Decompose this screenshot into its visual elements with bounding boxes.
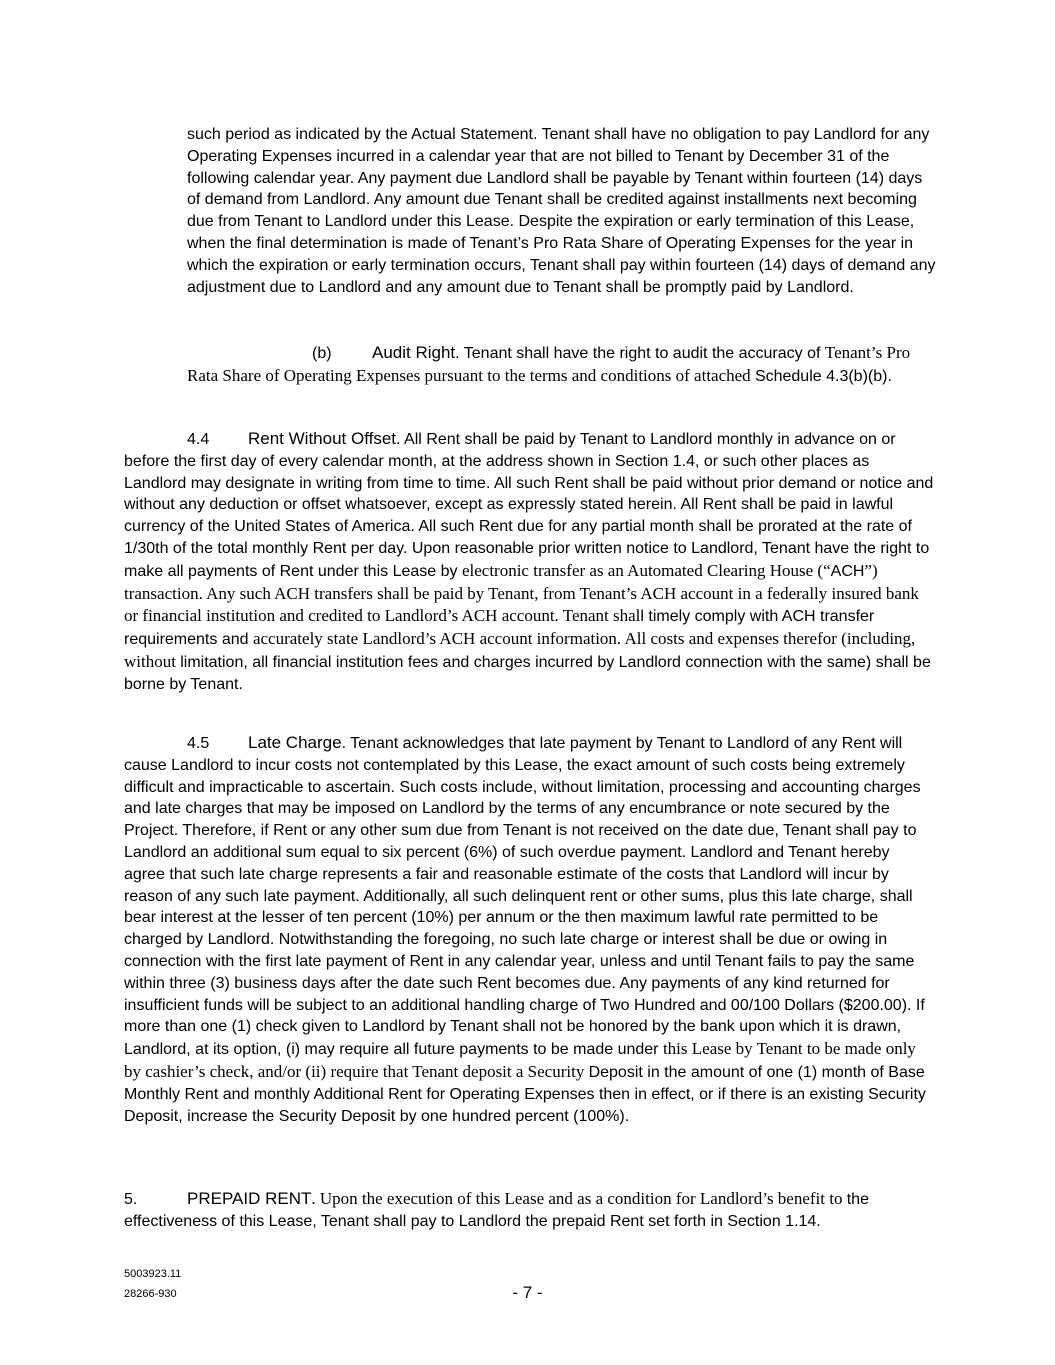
audit-right-label: (b): [312, 345, 332, 362]
section-4-5-text-serif: this Lease by Tenant to be made only by cashier’s check, and/or (ii) require that Tenant deposit a Security: [124, 1039, 916, 1081]
section-4-4-ach-text: ”) transaction. Any such ACH transfers shall be paid by Tenant, from Tenant’s ACH account in a federally insured bank or financial institution and credited to Landlord’s ACH account. Tenant shal: [124, 560, 919, 626]
section-5-number: 5.: [124, 1191, 138, 1208]
section-4-5-text-end: Deposit in the amount of one (1) month of Base Monthly Rent and monthly Additional Rent for Operating Expenses then in effect, or if there is an existing Security Deposit, increase the Security Deposit by one hundred percent (100%).: [124, 1063, 926, 1125]
section-4-5-heading: Late Charge: [248, 733, 342, 752]
section-4-4-text: . All Rent shall be paid by Tenant to Landlord monthly in advance on or before the first day of every calendar month, at the address shown in Section 1.4, or such other places as Landlord may designate in writing from time to time. All such Rent shall be paid without prior demand or notice and without any deduction or offset whatsoever, except as expressly stated herein. All Rent shall be paid in lawful currency of the United States of America. All such Rent due for any partial month shall be prorated at the rate of 1/30th of the total monthly Rent per day. Upon reasonable prior written notice to Landlord, Tenant have the right to make all payments of Rent under this Lease by: [124, 431, 934, 580]
section-4-4-ach-comply: l timely comply with ACH transfer requirements and: [124, 608, 875, 649]
footer-doc-id: 5003923.11: [124, 1268, 182, 1280]
section-4-4-paragraph: [124, 428, 934, 696]
section-5-text-serif: . Upon the execution of this Lease and as a condition for Landlord’s benefit to: [311, 1189, 847, 1208]
section-4-5-text: . Tenant acknowledges that late payment by Tenant to Landlord of any Rent will cause Landlord to incur costs not contemplated by this Lease, the exact amount of such costs being extremely difficult and impracticable to ascertain. Such costs include, without limitation, processing and accounting charges and late charges that may be imposed on Landlord by the terms of any encumbrance or note secured by the Project. Therefore, if Rent or any other sum due from Tenant is not received on the date due, Tenant shall pay to Landlord an additional sum equal to six percent (6%) of such overdue payment. Landlord and Tenant hereby agree that such late charge represents a fair and reasonable estimate of the costs that Landlord will incur by reason of any such late payment. Additionally, all such delinquent rent or other sums, plus this late charge, shall bear interest at the lesser of ten percent (10%) per annum or the then maximum lawful rate permitted to be charged by Landlord. Notwithstanding the foregoing, no such late charge or interest shall be due or owing in connection with the first late payment of Rent in any calendar year, unless and until Tenant fails to pay the same within three (3) business days after the date such Rent becomes due. Any payments of any kind returned for insufficient funds will be subject to an additional handling charge of Two Hundred and 00/100 Dollars ($200.00). If more than one (1) check given to Landlord by Tenant shall not be honored by the bank upon which it is drawn, Landlord, at its option, (i) may require all future payments to be made under: [124, 735, 925, 1059]
section-5-paragraph: [124, 1188, 934, 1233]
section-4-5-number: 4.5: [187, 735, 210, 752]
section-5-text: the effectiveness of this Lease, Tenant shall pay to Landlord the prepaid Rent set forth in Section 1.14.: [124, 1191, 869, 1230]
audit-right-text-serif: Tenant’s Pro Rata Share of Operating Expenses pursuant to the terms and conditions of attached: [187, 343, 911, 385]
operating-expenses-continuation: such period as indicated by the Actual Statement. Tenant shall have no obligation to pay Landlord for any Operating Expenses incurred in a calendar year that are not billed to Tenant by December 31 of the following calendar year. Any payment due Landlord shall be payable by Tenant within fourteen (14) days of demand from Landlord. Any amount due Tenant shall be credited against installments next becoming due from Tenant to Landlord under this Lease. Despite the expiration or early termination of this Lease, when the final determination is made of Tenant’s Pro Rata Share of Operating Expenses for the year in which the expiration or early termination occurs, Tenant shall pay within fourteen (14) days of demand any adjustment due to Landlord and any amount due to Tenant shall be promptly paid by Landlord.: [187, 126, 936, 296]
section-5-heading: PREPAID RENT: [187, 1189, 312, 1208]
section-4-4-text-serif: electronic transfer as an Automated Clearing House (“: [461, 560, 831, 580]
section-4-4-ach-info: accurately state Landlord’s ACH account information. All costs and expenses therefor (including, without: [124, 629, 916, 671]
audit-right-heading: Audit Right: [372, 343, 456, 362]
section-4-4-heading: Rent Without Offset: [248, 429, 397, 448]
audit-right-paragraph: [187, 342, 937, 388]
footer-matter-id: 28266-930: [124, 1288, 177, 1300]
section-4-4-ach: ACH: [830, 562, 865, 580]
section-4-4-number: 4.4: [187, 431, 210, 448]
section-4-4-costs: limitation, all financial institution fees and charges incurred by Landlord connection with the same) shall be borne by Tenant.: [124, 653, 931, 693]
audit-right-text: . Tenant shall have the right to audit the accuracy of: [455, 345, 825, 362]
audit-right-schedule: Schedule 4.3(b)(b).: [754, 367, 892, 385]
section-4-5-paragraph: [124, 732, 934, 1127]
page-number: - 7 -: [512, 1283, 543, 1302]
